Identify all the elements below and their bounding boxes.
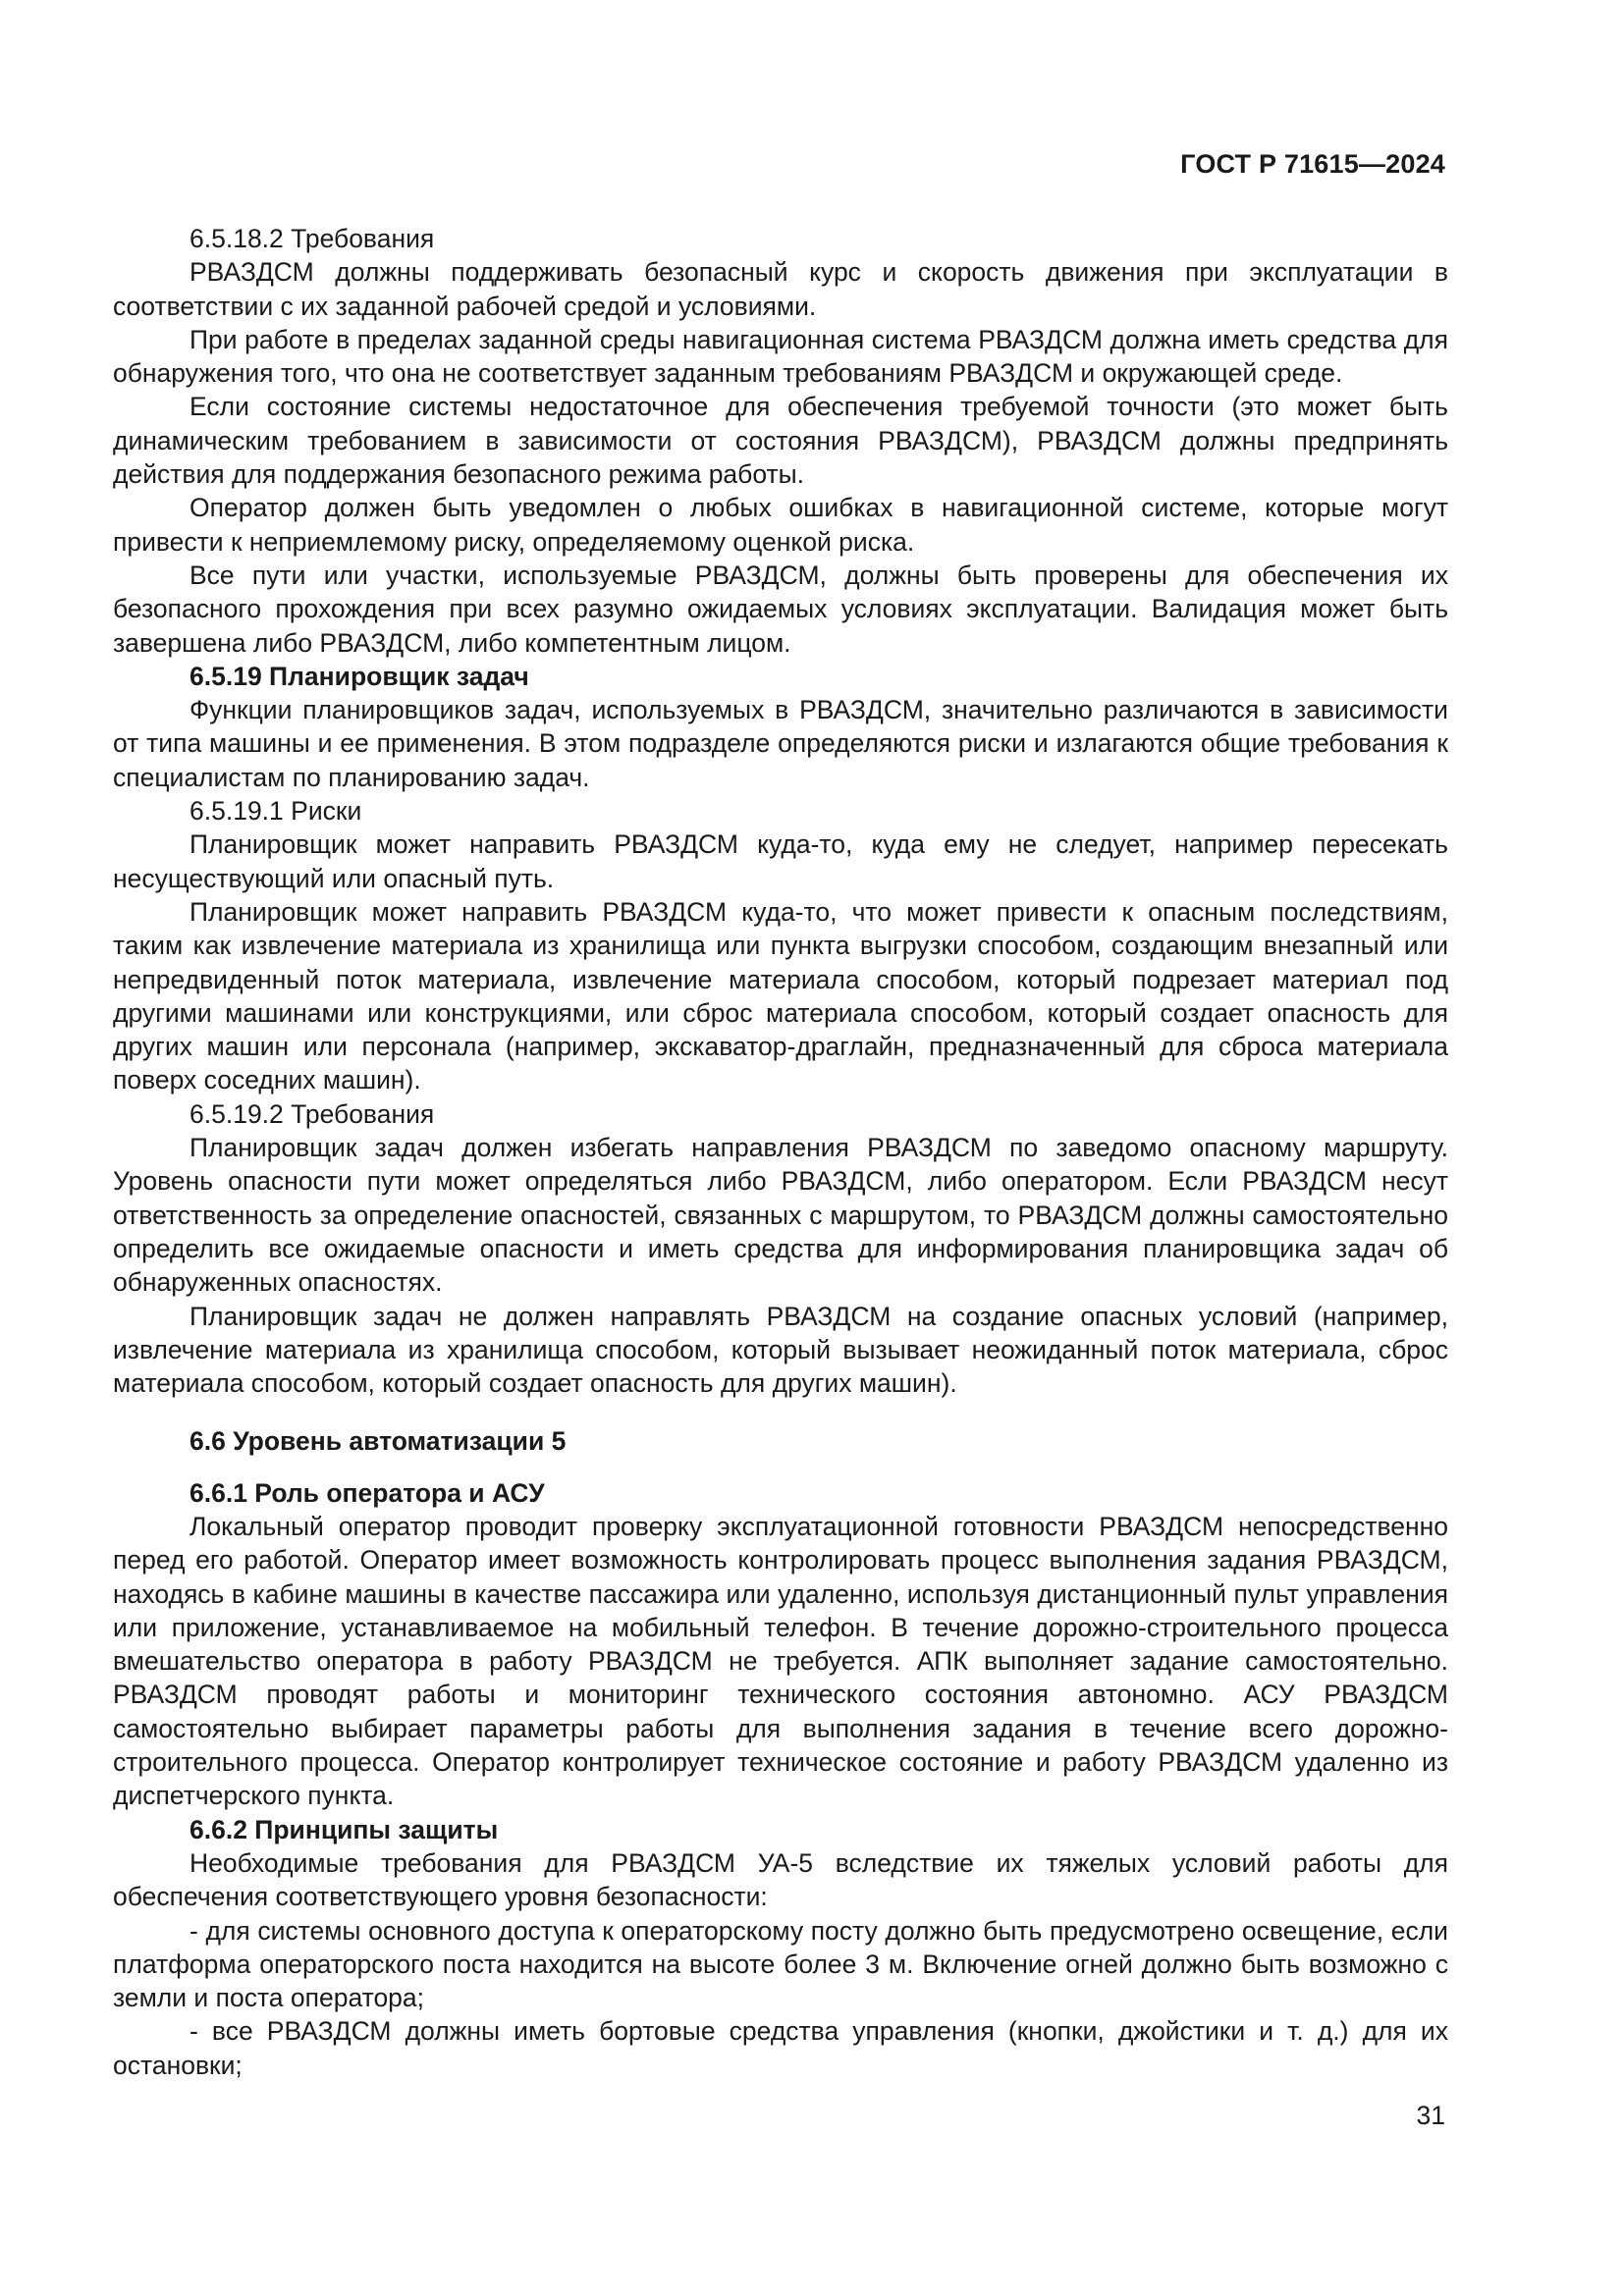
standard-designation: ГОСТ Р 71615—2024: [1180, 149, 1445, 179]
list-item: - для системы основного доступа к операторскому посту должно быть предусмотрено освещение, если платформа операторского поста находится на высоте более 3 м. Включение огней должно быть возможно с земли и поста оператора;: [113, 1915, 1448, 2013]
paragraph: Планировщик задач не должен направлять РВАЗДСМ на создание опасных условий (например, извлечение материала из хранилища способом, который вызывает неожиданный поток материала, сброс материала способом, который создает опасность для других машин).: [113, 1301, 1448, 1399]
paragraph: Планировщик может направить РВАЗДСМ куда-то, что может привести к опасным последствиям, таким как извлечение материала из хранилища или пункта выгрузки способом, создающим внезапный или непредвиденный поток материала, извлечение материала способом, который подрезает материал под другими машинами или конструкциями, или сброс материала способом, который создает опасность для других машин или персонала (например, экскаватор-драглайн, предназначенный для сброса материала поверх соседних машин).: [113, 896, 1448, 1095]
section-heading: 6.6.1 Роль оператора и АСУ: [189, 1477, 545, 1508]
body-text: [113, 222, 1448, 2082]
paragraph: Если состояние системы недостаточное для обеспечения требуемой точности (это может быть динамическим требованием в зависимости от состояния РВАЗДСМ), РВАЗДСМ должны предпринять действия для поддержания безопасного режима работы.: [113, 392, 1448, 490]
section-heading: 6.6 Уровень автоматизации 5: [189, 1426, 567, 1457]
paragraph: Планировщик задач должен избегать направления РВАЗДСМ по заведомо опасному маршруту. Уровень опасности пути может определяться либо РВАЗДСМ, либо оператором. Если РВАЗДСМ несут ответственность за определение опасностей, связанных с маршрутом, то РВАЗДСМ должны самостоятельно определить все ожидаемые опасности и иметь средства для информирования планировщика задач об обнаруженных опасностях.: [113, 1133, 1448, 1298]
paragraph: РВАЗДСМ должны поддерживать безопасный курс и скорость движения при эксплуатации в соответствии с их заданной рабочей средой и условиями.: [113, 257, 1448, 321]
paragraph: Необходимые требования для РВАЗДСМ УА-5 вследствие их тяжелых условий работы для обеспечения соответствующего уровня безопасности:: [113, 1847, 1448, 1912]
subsection-heading: 6.5.19.1 Риски: [189, 796, 362, 827]
subsection-heading: 6.5.18.2 Требования: [189, 224, 435, 253]
paragraph: При работе в пределах заданной среды навигационная система РВАЗДСМ должна иметь средства для обнаружения того, что она не соответствует заданным требованиям РВАЗДСМ и окружающей среде.: [113, 324, 1448, 389]
section-heading: 6.6.2 Принципы защиты: [189, 1814, 499, 1844]
section-heading: 6.5.19 Планировщик задач: [189, 661, 529, 691]
paragraph: Планировщик может направить РВАЗДСМ куда-то, куда ему не следует, например пересекать несуществующий или опасный путь.: [113, 829, 1448, 893]
page-number: 31: [1416, 2101, 1445, 2130]
paragraph: Локальный оператор проводит проверку эксплуатационной готовности РВАЗДСМ непосредственно перед его работой. Оператор имеет возможность контролировать процесс выполнения задания РВАЗДСМ, находясь в кабине машины в качестве пассажира или удаленно, используя дистанционный пульт управления или приложение, устанавливаемое на мобильный телефон. В течение дорожно-строительного процесса вмешательство оператора в работу РВАЗДСМ не требуется. АПК выполняет задание самостоятельно. РВАЗДСМ проводят работы и мониторинг технического состояния автономно. АСУ РВАЗДСМ самостоятельно выбирает параметры работы для выполнения задания в течение всего дорожно-строительного процесса. Оператор контролирует техническое состояние и работу РВАЗДСМ удаленно из диспетчерского пункта.: [113, 1511, 1448, 1811]
subsection-heading: 6.5.19.2 Требования: [189, 1098, 435, 1129]
paragraph: Все пути или участки, используемые РВАЗДСМ, должны быть проверены для обеспечения их безопасного прохождения при всех разумно ожидаемых условиях эксплуатации. Валидация может быть завершена либо РВАЗДСМ, либо компетентным лицом.: [113, 560, 1448, 658]
paragraph: Функции планировщиков задач, используемых в РВАЗДСМ, значительно различаются в зависимости от типа машины и ее применения. В этом подразделе определяются риски и излагаются общие требования к специалистам по планированию задач.: [113, 695, 1448, 792]
list-item: - все РВАЗДСМ должны иметь бортовые средства управления (кнопки, джойстики и т. д.) для их остановки;: [113, 2016, 1448, 2080]
paragraph: Оператор должен быть уведомлен о любых ошибках в навигационной системе, которые могут привести к неприемлемому риску, определяемому оценкой риска.: [113, 493, 1448, 557]
